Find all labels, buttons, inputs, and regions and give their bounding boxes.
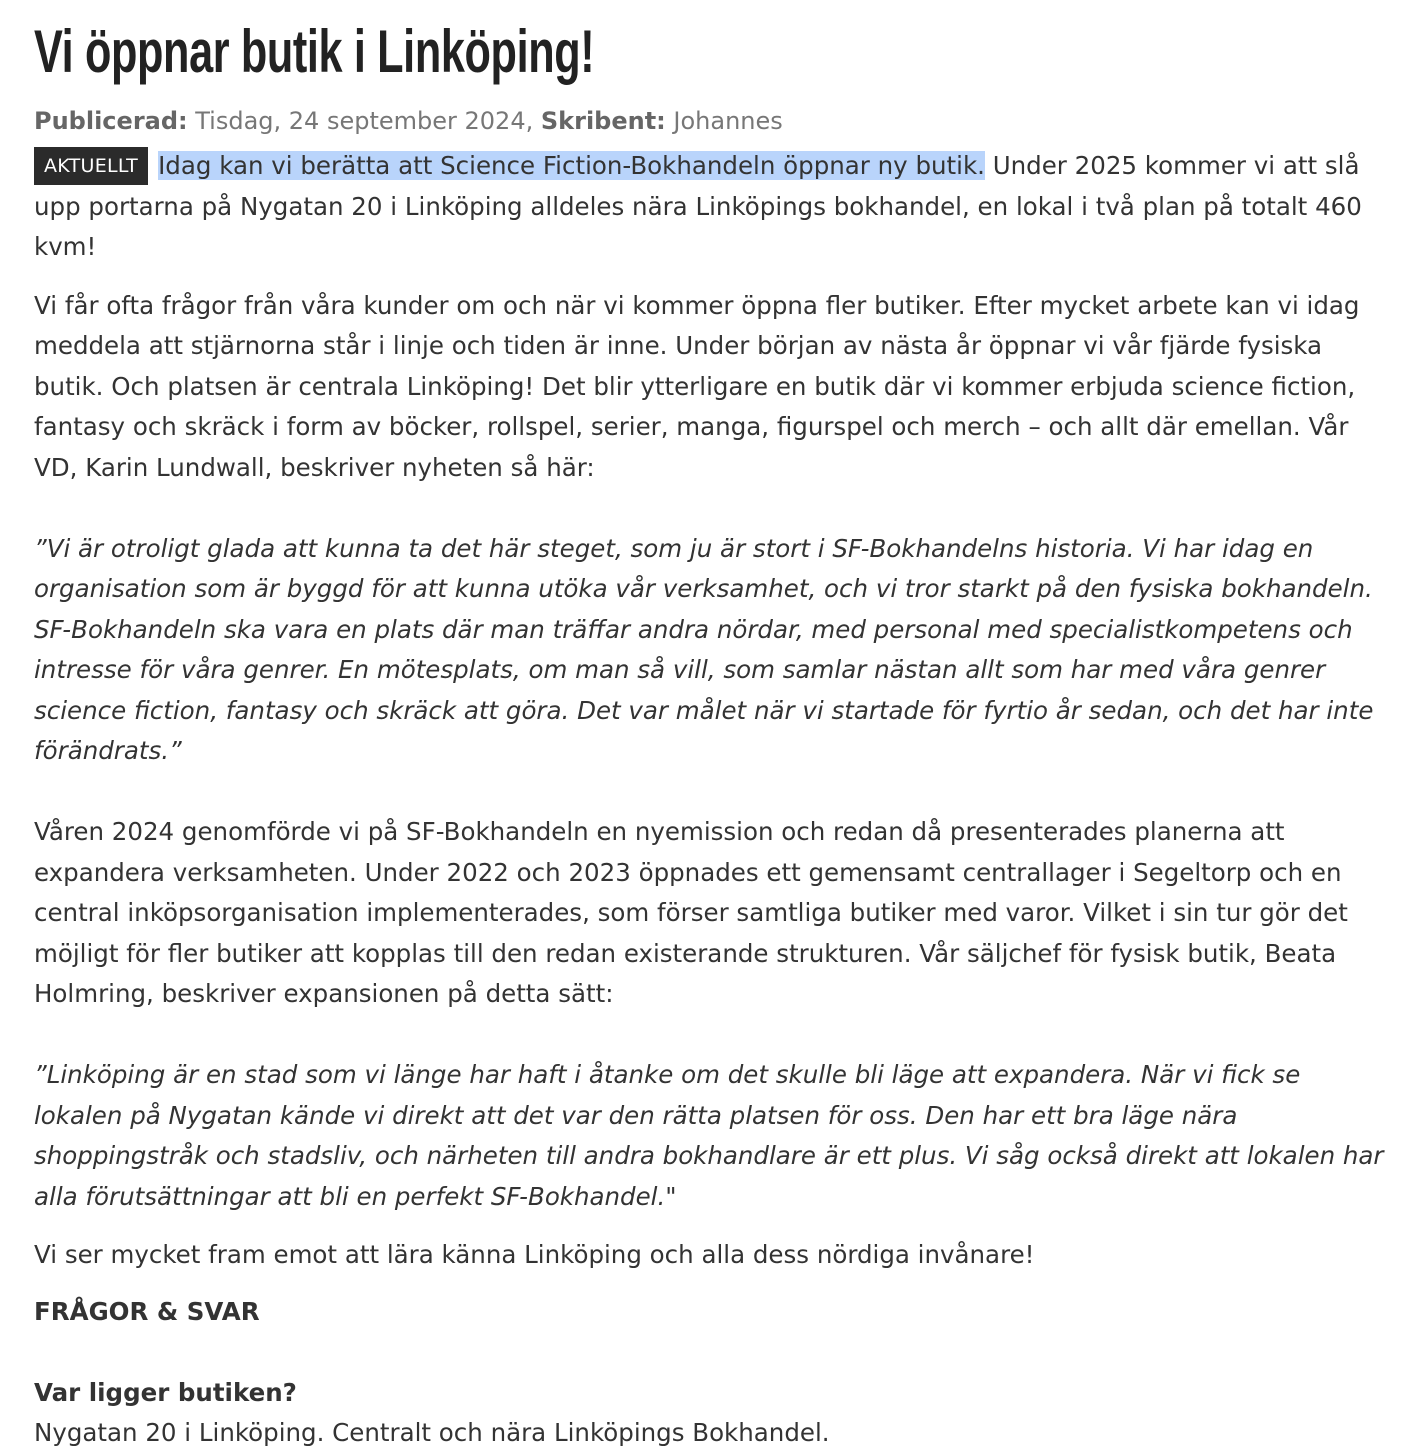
published-label: Publicerad: [34, 107, 188, 135]
faq-question: Var ligger butiken? [34, 1377, 297, 1407]
faq-answer: Nygatan 20 i Linköping. Centralt och nära Linköpings Bokhandel. [34, 1418, 830, 1447]
category-badge[interactable]: AKTUELLT [34, 147, 148, 185]
author-label: Skribent: [540, 107, 666, 135]
lead-text: Under 2025 kommer vi att slå upp portarna på Nygatan 20 i Linköping alldeles nära Linköpings bokhandel, en lokal i två plan på totalt 460 kvm! [34, 151, 1362, 261]
spacer [34, 772, 1394, 813]
paragraph-intro: Vi får ofta frågor från våra kunder om och när vi kommer öppna fler butiker. Efter mycket arbete kan vi idag meddela att stjärnorna står i linje och tiden är inne. Under början av nästa år öppnar vi vår fjärde fysiska butik. Och platsen är centrala Linköping! Det blir ytterligare en butik där vi kommer erbjuda science fiction, fantasy och skräck i form av böcker, rollspel, serier, manga, figurspel och merch – och allt där emellan. Vår VD, Karin Lundwall, beskriver nyheten så här: [34, 290, 1360, 482]
faq-heading: FRÅGOR & SVAR [34, 1296, 260, 1326]
quote-ceo: ”Vi är otroligt glada att kunna ta det här steget, som ju är stort i SF-Bokhandelns historia. Vi har idag en organisation som är byggd för att kunna utöka vår verksamhet, och vi tror starkt på den fysiska bokhandeln. SF-Bokhandeln ska vara en plats där man träffar andra nördar, med personal med specialistkompetens och intresse för våra genrer. En mötesplats, om man så vill, som samlar nästan allt som har med våra genrer science fiction, fantasy och skräck att göra. Det var målet när vi startade för fyrtio år sedan, och det har inte förändrats.” [34, 533, 1374, 765]
paragraph-closing: Vi ser mycket fram emot att lära känna Linköping och alla dess nördiga invånare! [34, 1240, 1035, 1269]
author-name: Johannes [665, 107, 783, 135]
published-date: Tisdag, 24 september 2024, [187, 107, 534, 135]
spacer [34, 1015, 1394, 1056]
quote-sales-chief: ”Linköping är en stad som vi länge har haft i åtanke om det skulle bli läge att expandera. När vi fick se lokalen på Nygatan kände vi direkt att det var den rätta platsen för oss. Den har ett bra läge nära shoppingstråk och stadsliv, och närheten till andra bokhandlare är ett plus. Vi såg också direkt att lokalen har alla förutsättningar att bli en perfekt SF-Bokhandel." [34, 1060, 1384, 1211]
spacer [34, 1332, 1394, 1373]
article-meta [34, 106, 1394, 136]
lead-paragraph [34, 146, 1394, 268]
article [34, 0, 1394, 1454]
article-title: Vi öppnar butik i Linköping! [34, 18, 595, 85]
selected-text: Idag kan vi berätta att Science Fiction-Bokhandeln öppnar ny butik. [158, 151, 985, 180]
spacer [34, 488, 1394, 529]
paragraph-expansion: Våren 2024 genomförde vi på SF-Bokhandeln en nyemission och redan då presenterades planerna att expandera verksamheten. Under 2022 och 2023 öppnades ett gemensamt centrallager i Segeltorp och en central inköpsorganisation implementerades, som förser samtliga butiker med varor. Vilket i sin tur gör det möjligt för fler butiker att kopplas till den redan existerande strukturen. Vår säljchef för fysisk butik, Beata Holmring, beskriver expansionen på detta sätt: [34, 817, 1348, 1008]
